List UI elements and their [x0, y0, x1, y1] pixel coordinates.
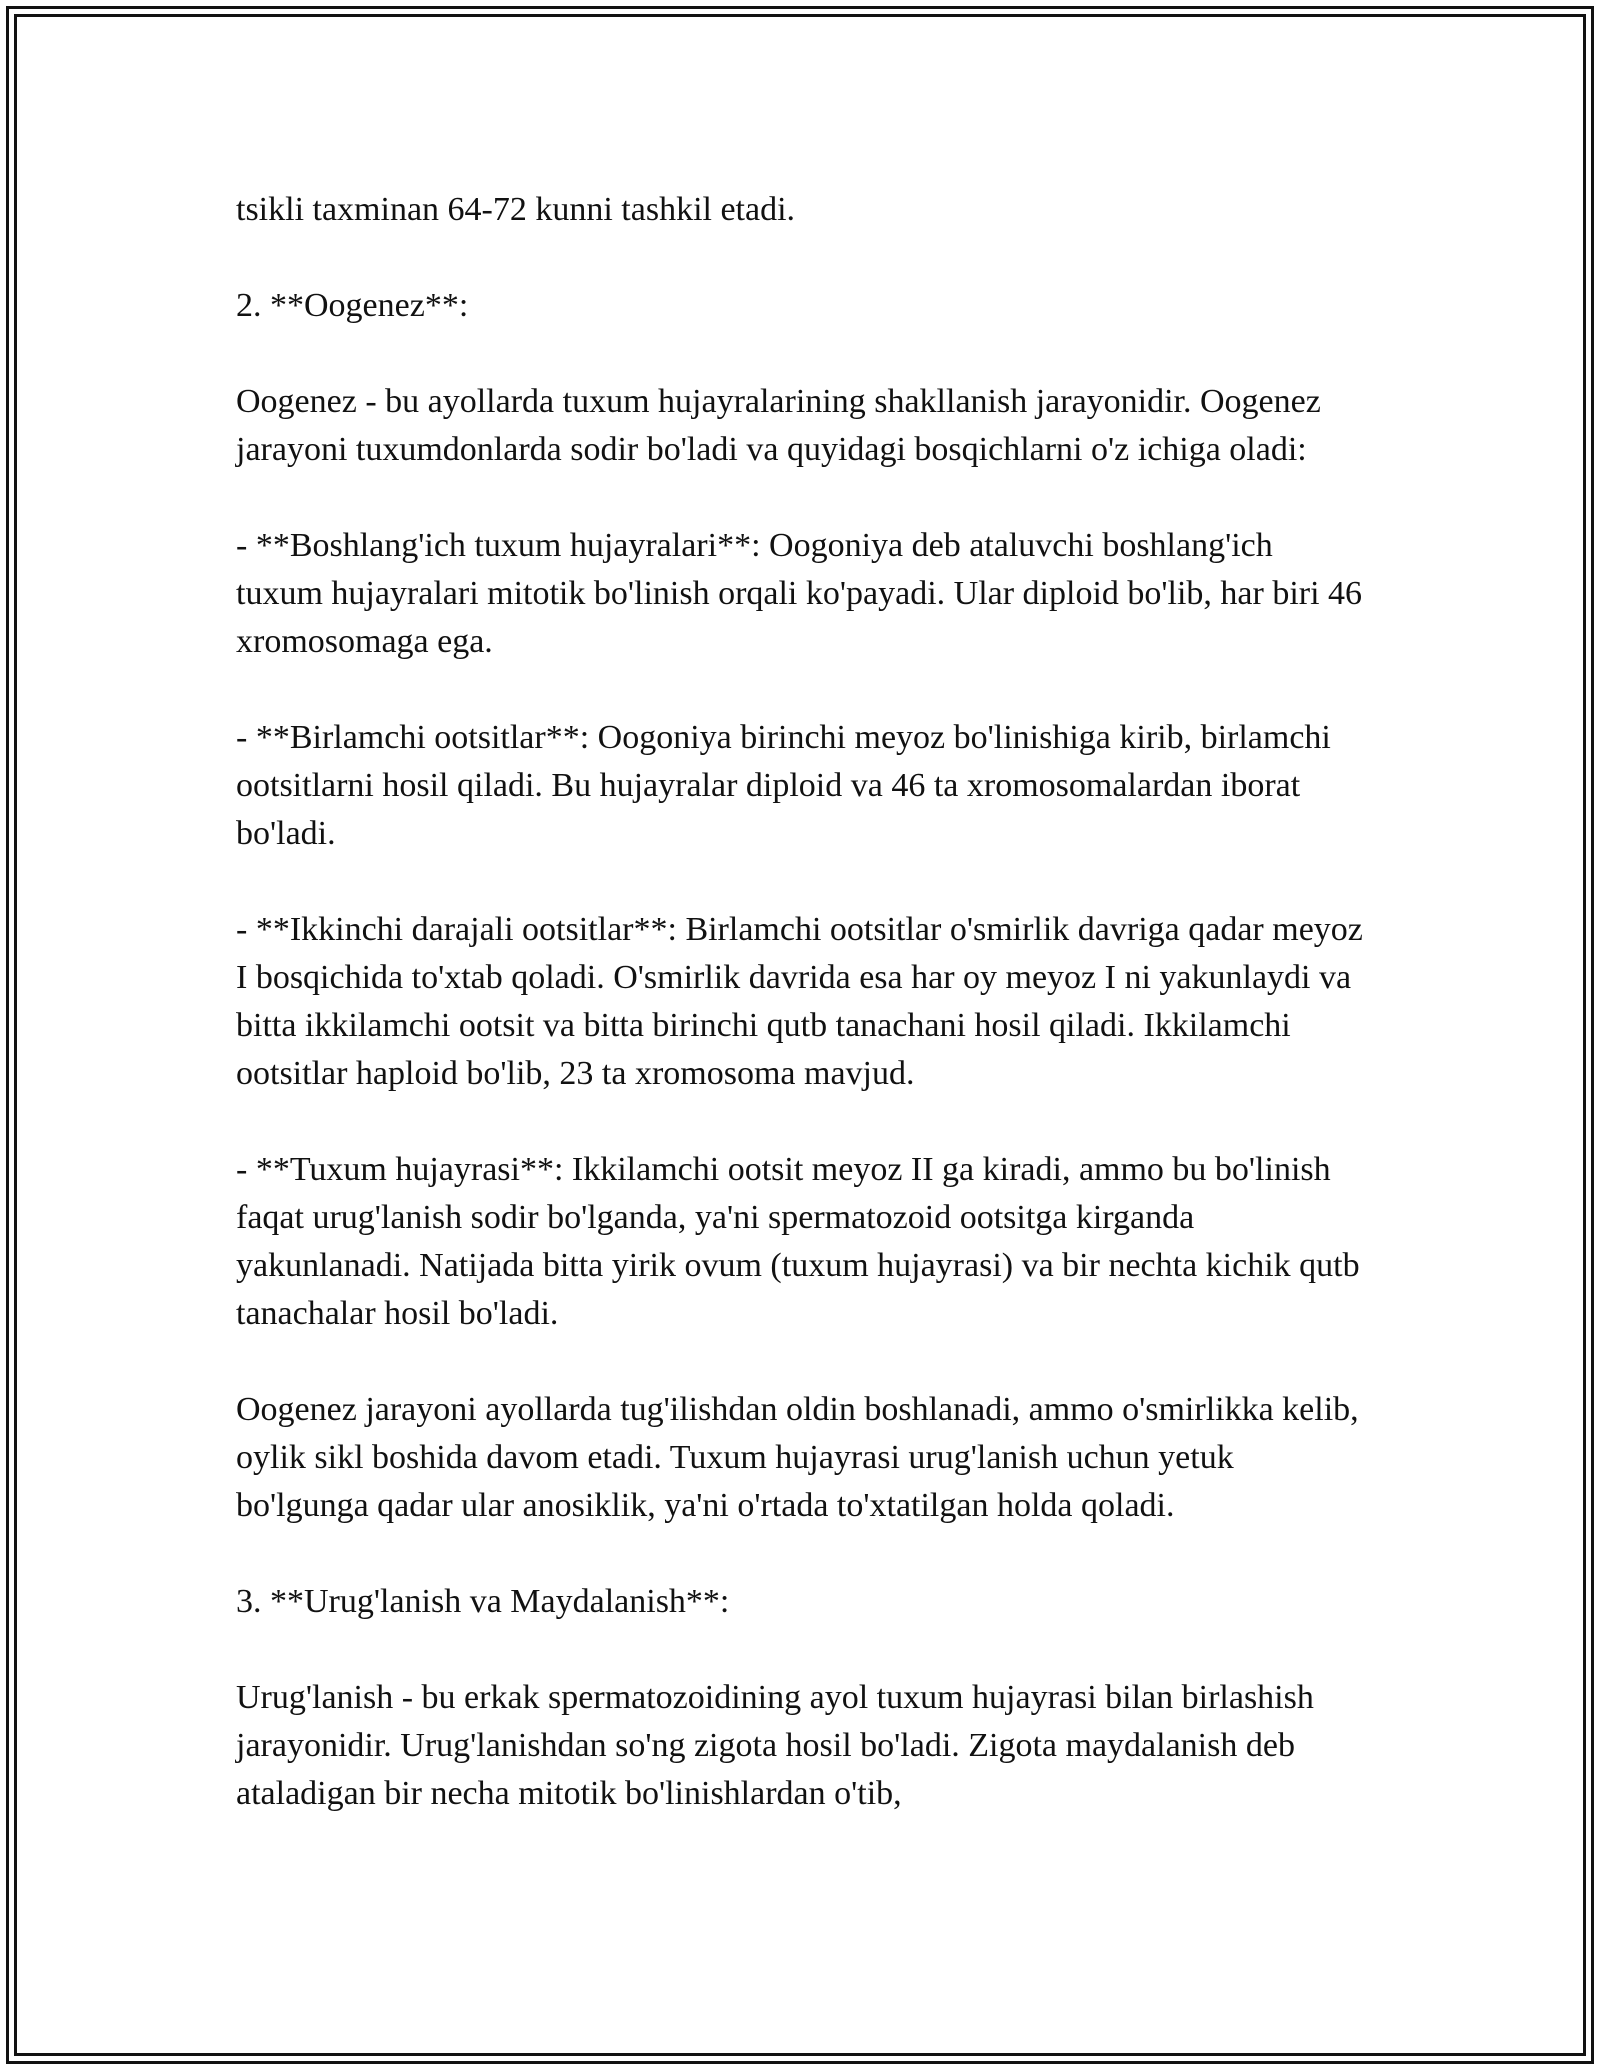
paragraph-oogenez-intro: Oogenez - bu ayollarda tuxum hujayralarining shakllanish jarayonidir. Oogenez jarayoni tuxumdonlarda sodir bo'ladi va quyidagi bosqichlarni o'z ichiga oladi:: [236, 383, 1321, 468]
paragraph-cycle-duration: tsikli taxminan 64-72 kunni tashkil etadi.: [236, 191, 796, 228]
list-item-primordial-eggs: - **Boshlang'ich tuxum hujayralari**: Oogoniya deb ataluvchi boshlang'ich tuxum hujayralari mitotik bo'linish orqali ko'payadi. Ular diploid bo'lib, har biri 46 xromosomaga ega.: [236, 527, 1363, 660]
document-body: [236, 186, 1366, 1818]
list-item-primary-oocytes: - **Birlamchi ootsitlar**: Oogoniya birinchi meyoz bo'linishiga kirib, birlamchi ootsitlarni hosil qiladi. Bu hujayralar diploid va 46 ta xromosomalardan iborat bo'ladi.: [236, 719, 1331, 852]
paragraph-fertilization: Urug'lanish - bu erkak spermatozoidining ayol tuxum hujayrasi bilan birlashish jarayonidir. Urug'lanishdan so'ng zigota hosil bo'ladi. Zigota maydalanish deb ataladigan bir necha mitotik bo'linishlardan o'tib,: [236, 1679, 1314, 1812]
list-item-egg-cell: - **Tuxum hujayrasi**: Ikkilamchi ootsit meyoz II ga kiradi, ammo bu bo'linish faqat urug'lanish sodir bo'lganda, ya'ni spermatozoid ootsitga kirganda yakunlanadi. Natijada bitta yirik ovum (tuxum hujayrasi) va bir nechta kichik qutb tanachalar hosil bo'ladi.: [236, 1151, 1360, 1332]
heading-oogenez: 2. **Oogenez**:: [236, 287, 469, 324]
paragraph-oogenez-summary: Oogenez jarayoni ayollarda tug'ilishdan oldin boshlanadi, ammo o'smirlikka kelib, oylik sikl boshida davom etadi. Tuxum hujayrasi urug'lanish uchun yetuk bo'lgunga qadar ular anosiklik, ya'ni o'rtada to'xtatilgan holda qoladi.: [236, 1391, 1359, 1524]
heading-fertilization: 3. **Urug'lanish va Maydalanish**:: [236, 1583, 730, 1620]
list-item-secondary-oocytes: - **Ikkinchi darajali ootsitlar**: Birlamchi ootsitlar o'smirlik davriga qadar meyoz I bosqichida to'xtab qoladi. O'smirlik davrida esa har oy meyoz I ni yakunlaydi va bitta ikkilamchi ootsit va bitta birinchi qutb tanachani hosil qiladi. Ikkilamchi ootsitlar haploid bo'lib, 23 ta xromosoma mavjud.: [236, 911, 1363, 1092]
